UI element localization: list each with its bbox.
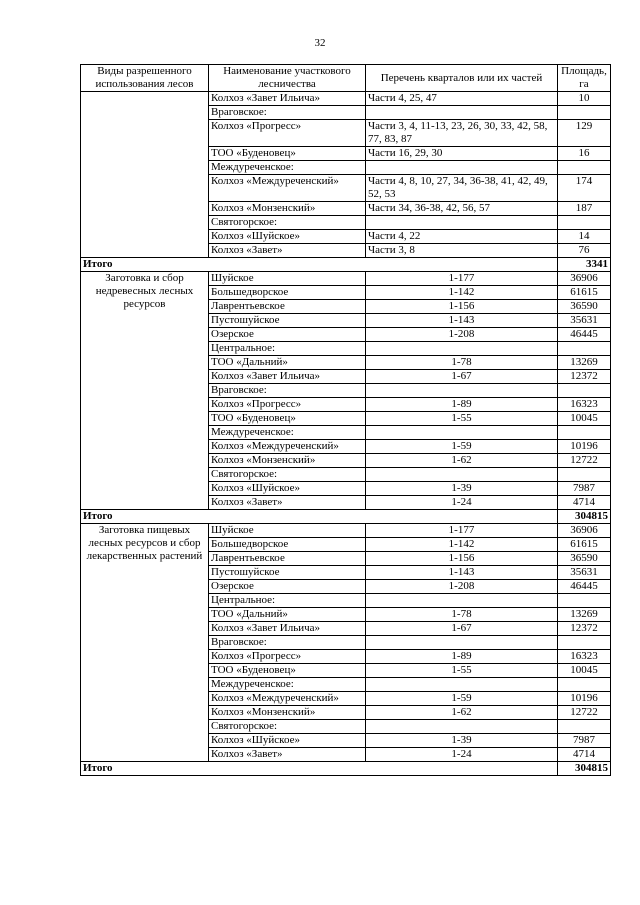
forestry-cell: Колхоз «Завет Ильича» [209, 370, 366, 384]
area-cell: 4714 [558, 496, 611, 510]
area-cell: 10196 [558, 692, 611, 706]
area-cell: 13269 [558, 356, 611, 370]
total-value: 304815 [558, 510, 611, 524]
total-label: Итого [81, 510, 558, 524]
quarters-cell: 1-67 [366, 370, 558, 384]
area-cell: 46445 [558, 328, 611, 342]
area-cell [558, 426, 611, 440]
forestry-cell: Враговское: [209, 384, 366, 398]
area-cell: 174 [558, 175, 611, 202]
header-kind: Виды разрешенного использования лесов [81, 65, 209, 92]
area-cell: 35631 [558, 566, 611, 580]
forestry-cell: Враговское: [209, 636, 366, 650]
quarters-cell: 1-89 [366, 398, 558, 412]
quarters-cell [366, 342, 558, 356]
header-quarters: Перечень кварталов или их частей [366, 65, 558, 92]
forestry-cell: ТОО «Буденовец» [209, 412, 366, 426]
quarters-cell: Части 4, 22 [366, 230, 558, 244]
table-header-row [81, 65, 611, 92]
quarters-cell: 1-59 [366, 440, 558, 454]
quarters-cell [366, 468, 558, 482]
quarters-cell: 1-62 [366, 706, 558, 720]
quarters-cell: 1-24 [366, 496, 558, 510]
forestry-cell: Колхоз «Завет Ильича» [209, 622, 366, 636]
area-cell [558, 594, 611, 608]
area-cell: 10045 [558, 664, 611, 678]
total-label: Итого [81, 258, 558, 272]
quarters-cell: 1-78 [366, 356, 558, 370]
area-cell: 16323 [558, 398, 611, 412]
total-row [81, 258, 611, 272]
quarters-cell: 1-156 [366, 300, 558, 314]
total-row [81, 762, 611, 776]
table-row [81, 272, 611, 286]
forestry-cell: Лаврентьевское [209, 552, 366, 566]
forestry-cell: Междуреченское: [209, 161, 366, 175]
quarters-cell: 1-177 [366, 524, 558, 538]
area-cell: 7987 [558, 734, 611, 748]
forestry-cell: Лаврентьевское [209, 300, 366, 314]
area-cell: 10196 [558, 440, 611, 454]
forestry-cell: Колхоз «Монзенский» [209, 706, 366, 720]
area-cell: 187 [558, 202, 611, 216]
area-cell: 10045 [558, 412, 611, 426]
forestry-cell: Пустошуйское [209, 314, 366, 328]
forestry-cell: Враговское: [209, 106, 366, 120]
quarters-cell [366, 678, 558, 692]
table-body [81, 92, 611, 776]
forestry-cell: Колхоз «Завет» [209, 496, 366, 510]
area-cell: 76 [558, 244, 611, 258]
area-cell: 61615 [558, 286, 611, 300]
total-row [81, 510, 611, 524]
area-cell: 36590 [558, 300, 611, 314]
quarters-cell: Части 4, 8, 10, 27, 34, 36-38, 41, 42, 49, 52, 53 [366, 175, 558, 202]
forestry-cell: Озерское [209, 328, 366, 342]
area-cell [558, 342, 611, 356]
area-cell: 36590 [558, 552, 611, 566]
total-label: Итого [81, 762, 558, 776]
area-cell: 46445 [558, 580, 611, 594]
area-cell: 16 [558, 147, 611, 161]
quarters-cell: 1-142 [366, 538, 558, 552]
forestry-cell: Центральное: [209, 594, 366, 608]
area-cell: 36906 [558, 524, 611, 538]
header-forestry: Наименование участкового лесничества [209, 65, 366, 92]
quarters-cell: 1-24 [366, 748, 558, 762]
quarters-cell: 1-177 [366, 272, 558, 286]
quarters-cell [366, 720, 558, 734]
forestry-cell: Большедворское [209, 538, 366, 552]
forestry-cell: Колхоз «Междуреченский» [209, 175, 366, 202]
forestry-cell: Колхоз «Монзенский» [209, 454, 366, 468]
forestry-cell: Колхоз «Прогресс» [209, 398, 366, 412]
quarters-cell: 1-39 [366, 734, 558, 748]
forestry-cell: Колхоз «Завет Ильича» [209, 92, 366, 106]
quarters-cell: Части 4, 25, 47 [366, 92, 558, 106]
quarters-cell [366, 216, 558, 230]
quarters-cell: 1-156 [366, 552, 558, 566]
usage-kind-cell: Заготовка и сбор недревесных лесных ресурсов [81, 272, 209, 510]
quarters-cell: 1-89 [366, 650, 558, 664]
forestry-cell: ТОО «Буденовец» [209, 147, 366, 161]
forestry-cell: Шуйское [209, 524, 366, 538]
usage-kind-cell: Заготовка пищевых лесных ресурсов и сбор лекарственных растений [81, 524, 209, 762]
quarters-cell: 1-59 [366, 692, 558, 706]
forestry-cell: Колхоз «Шуйское» [209, 230, 366, 244]
forestry-cell: Колхоз «Междуреченский» [209, 692, 366, 706]
area-cell: 12722 [558, 454, 611, 468]
quarters-cell: Части 3, 8 [366, 244, 558, 258]
forestry-cell: Центральное: [209, 342, 366, 356]
forestry-cell: Колхоз «Прогресс» [209, 120, 366, 147]
forestry-cell: Святогорское: [209, 468, 366, 482]
total-value: 304815 [558, 762, 611, 776]
quarters-cell: 1-62 [366, 454, 558, 468]
header-area: Площадь, га [558, 65, 611, 92]
quarters-cell: 1-143 [366, 314, 558, 328]
usage-kind-cell-empty [81, 92, 209, 258]
area-cell [558, 384, 611, 398]
forestry-cell: Колхоз «Междуреченский» [209, 440, 366, 454]
forestry-cell: Колхоз «Прогресс» [209, 650, 366, 664]
area-cell [558, 161, 611, 175]
quarters-cell: Части 16, 29, 30 [366, 147, 558, 161]
quarters-cell: Части 3, 4, 11-13, 23, 26, 30, 33, 42, 58, 77, 83, 87 [366, 120, 558, 147]
area-cell: 14 [558, 230, 611, 244]
area-cell [558, 678, 611, 692]
area-cell: 10 [558, 92, 611, 106]
forestry-cell: Колхоз «Шуйское» [209, 482, 366, 496]
forestry-cell: Святогорское: [209, 720, 366, 734]
forestry-cell: Междуреченское: [209, 678, 366, 692]
forestry-cell: Колхоз «Шуйское» [209, 734, 366, 748]
quarters-cell: Части 34, 36-38, 42, 56, 57 [366, 202, 558, 216]
quarters-cell: 1-208 [366, 328, 558, 342]
forestry-cell: Колхоз «Завет» [209, 748, 366, 762]
forestry-cell: Большедворское [209, 286, 366, 300]
total-value: 3341 [558, 258, 611, 272]
quarters-cell [366, 384, 558, 398]
area-cell: 12722 [558, 706, 611, 720]
forestry-cell: Святогорское: [209, 216, 366, 230]
quarters-cell [366, 161, 558, 175]
forestry-cell: Колхоз «Завет» [209, 244, 366, 258]
quarters-cell [366, 426, 558, 440]
quarters-cell: 1-55 [366, 664, 558, 678]
area-cell: 4714 [558, 748, 611, 762]
forestry-cell: ТОО «Дальний» [209, 356, 366, 370]
page-number: 32 [314, 37, 326, 49]
quarters-cell [366, 106, 558, 120]
quarters-cell: 1-55 [366, 412, 558, 426]
area-cell: 36906 [558, 272, 611, 286]
area-cell [558, 636, 611, 650]
area-cell [558, 216, 611, 230]
forestry-cell: Озерское [209, 580, 366, 594]
forestry-cell: ТОО «Дальний» [209, 608, 366, 622]
quarters-cell: 1-39 [366, 482, 558, 496]
quarters-cell: 1-142 [366, 286, 558, 300]
quarters-cell: 1-67 [366, 622, 558, 636]
forestry-cell: ТОО «Буденовец» [209, 664, 366, 678]
quarters-cell: 1-143 [366, 566, 558, 580]
table-row [81, 524, 611, 538]
quarters-cell: 1-78 [366, 608, 558, 622]
table-row [81, 92, 611, 106]
area-cell: 35631 [558, 314, 611, 328]
area-cell: 16323 [558, 650, 611, 664]
forest-use-table [80, 64, 611, 776]
area-cell: 7987 [558, 482, 611, 496]
forestry-cell: Пустошуйское [209, 566, 366, 580]
forestry-cell: Шуйское [209, 272, 366, 286]
area-cell: 12372 [558, 622, 611, 636]
forestry-cell: Колхоз «Монзенский» [209, 202, 366, 216]
quarters-cell [366, 636, 558, 650]
area-cell: 13269 [558, 608, 611, 622]
area-cell [558, 468, 611, 482]
area-cell: 61615 [558, 538, 611, 552]
area-cell [558, 720, 611, 734]
area-cell [558, 106, 611, 120]
area-cell: 129 [558, 120, 611, 147]
quarters-cell: 1-208 [366, 580, 558, 594]
quarters-cell [366, 594, 558, 608]
area-cell: 12372 [558, 370, 611, 384]
forestry-cell: Междуреченское: [209, 426, 366, 440]
